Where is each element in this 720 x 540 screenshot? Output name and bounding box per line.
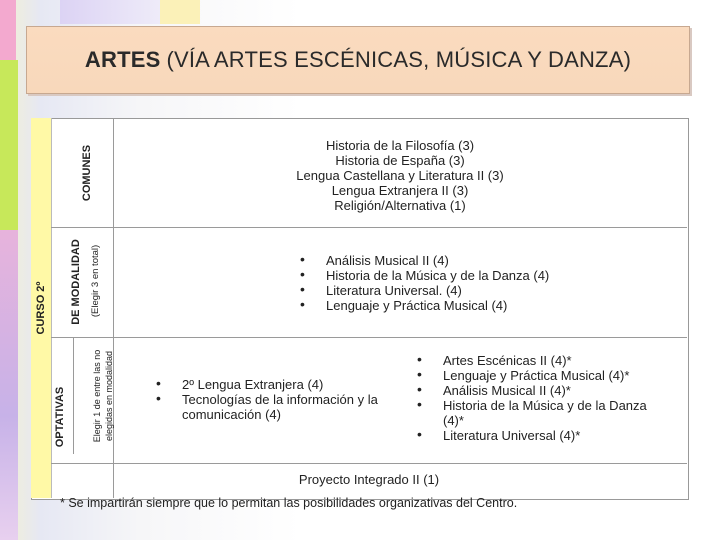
comunes-list	[260, 138, 540, 213]
decorative-violet-block	[0, 230, 18, 540]
row-divider-1	[51, 227, 687, 228]
list-item: • Lenguaje y Práctica Musical (4)	[300, 298, 620, 313]
course-label: CURSO 2º	[35, 281, 47, 335]
list-item: • Análisis Musical II (4)	[300, 253, 620, 268]
decorative-lime-block	[0, 60, 18, 230]
list-item: • Literatura Universal (4)*	[417, 428, 667, 443]
row-divider-3	[51, 463, 687, 464]
modalidad-list	[300, 253, 620, 313]
list-item: Historia de España (3)	[335, 153, 465, 168]
footnote: * Se impartirán siempre que lo permitan las posibilidades organizativas del Centro.	[60, 496, 518, 510]
list-item: • Artes Escénicas II (4)*	[417, 353, 667, 368]
list-item: • 2º Lengua Extranjera (4)	[156, 377, 386, 392]
title-rest: (VÍA ARTES ESCÉNICAS, MÚSICA Y DANZA)	[166, 47, 632, 72]
optativas-inner-divider	[73, 337, 74, 454]
modalidad-note: (Elegir 3 en total)	[89, 244, 101, 318]
decorative-pink-block	[0, 0, 16, 60]
proyecto-integrado: Proyecto Integrado II (1)	[298, 472, 440, 487]
list-item: • Historia de la Música y de la Danza (4)*	[417, 398, 667, 428]
list-item: • Historia de la Música y de la Danza (4)	[300, 268, 620, 283]
list-item: Lengua Castellana y Literatura II (3)	[296, 168, 504, 183]
optativas-note-2: elegidas en modalidad	[104, 350, 114, 442]
modalidad-label: DE MODALIDAD	[70, 239, 82, 325]
list-item: Lengua Extranjera II (3)	[331, 183, 469, 198]
optativas-note-1: Elegir 1 de entre las no	[92, 349, 102, 443]
comunes-label: COMUNES	[81, 144, 93, 202]
optativas-left-list	[156, 377, 386, 422]
optativas-right-list	[417, 353, 667, 443]
title-bold: ARTES	[84, 47, 161, 72]
list-item: Religión/Alternativa (1)	[334, 198, 466, 213]
row-divider-2	[51, 337, 687, 338]
list-item: • Literatura Universal. (4)	[300, 283, 620, 298]
list-item: Historia de la Filosofía (3)	[325, 138, 475, 153]
title-banner	[26, 26, 690, 94]
decorative-yellow-band	[160, 0, 200, 24]
optativas-label: OPTATIVAS	[54, 386, 66, 448]
list-item: • Análisis Musical II (4)*	[417, 383, 667, 398]
list-item: • Tecnologías de la información y la comunicación (4)	[156, 392, 386, 422]
list-item: • Lenguaje y Práctica Musical (4)*	[417, 368, 667, 383]
